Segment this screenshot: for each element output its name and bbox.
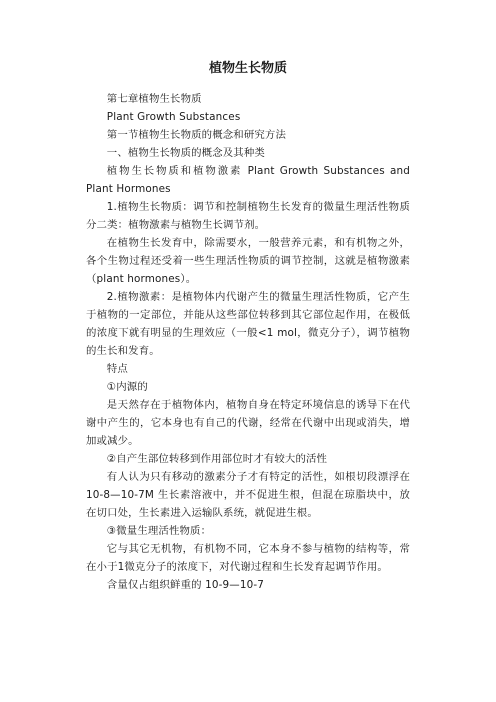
paragraph: 植物生长物质和植物激素 Plant Growth Substances and Plant Hormones	[86, 165, 410, 195]
paragraph: 含量仅占组织鲜重的 10-9—10-7	[106, 579, 265, 591]
paragraph: 在植物生长发育中，除需要水，一般营养元素，和有机物之外，各个生物过程还受着一些生理活性物质的调节控制，这就是植物激素（plant hormones）。	[86, 237, 410, 285]
paragraph: 是天然存在于植物体内，植物自身在特定环境信息的诱导下在代谢中产生的，它本身也有自己的代谢，经常在代谢中出现或消失，增加或减少。	[86, 399, 410, 447]
paragraph: 2.植物激素：是植物体内代谢产生的微量生理活性物质，它产生于植物的一定部位，并能从这些部位转移到其它部位起作用，在极低的浓度下就有明显的生理效应（一般<1 mol，微克分子），调节植物的生长和发育。	[86, 291, 410, 357]
section-heading: 第一节植物生长物质的概念和研究方法	[106, 129, 286, 141]
paragraph: 它与其它无机物，有机物不同，它本身不参与植物的结构等，常在小于1微克分子的浓度下，对代谢过程和生长发育起调节作用。	[86, 543, 410, 573]
list-item-heading: ②自产生部位转移到作用部位时才有较大的活性	[106, 453, 328, 465]
list-item-heading: ③微量生理活性物质：	[106, 525, 212, 537]
paragraph: 有人认为只有移动的激素分子才有特定的活性，如根切段漂浮在10-8—10-7M 生长素溶液中，并不促进生根，但混在琼脂块中，放在切口处，生长素进入运输队系统，就促进生根。	[86, 471, 410, 519]
list-item-heading: ①内源的	[106, 381, 148, 393]
chapter-heading: 第七章植物生长物质	[106, 93, 202, 105]
paragraph: 1.植物生长物质：调节和控制植物生长发育的微量生理活性物质分二类：植物激素与植物生长调节剂。	[86, 201, 410, 231]
document-title: 植物生长物质	[208, 61, 287, 76]
subsection-heading: 一、植物生长物质的概念及其种类	[106, 147, 265, 159]
paragraph: 特点	[106, 363, 128, 375]
chapter-heading-english: Plant Growth Substances	[106, 111, 241, 123]
